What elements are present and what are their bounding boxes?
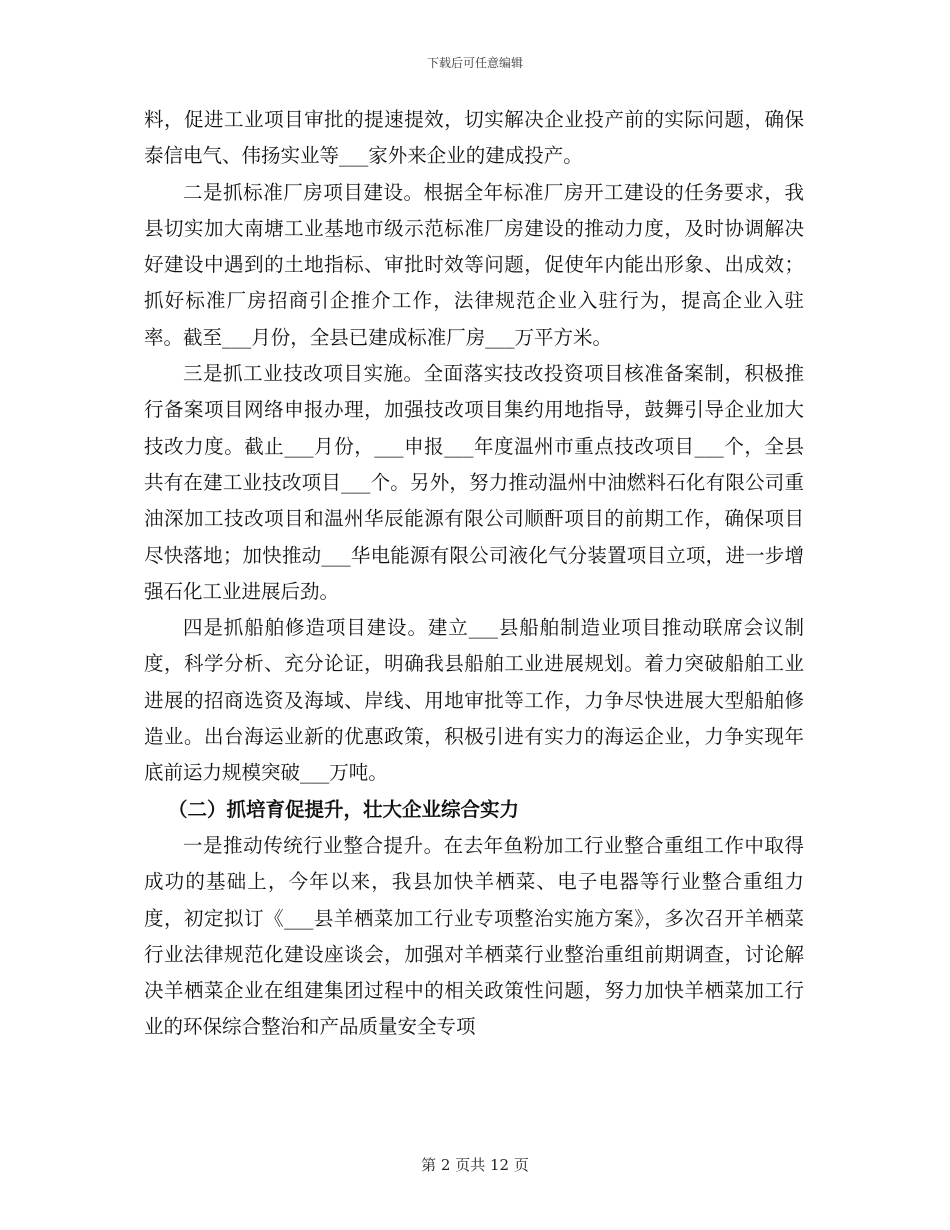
paragraph-industry-integration: 一是推动传统行业整合提升。在去年鱼粉加工行业整合重组工作中取得成功的基础上，今年以来，我县加快羊栖菜、电子电器等行业整合重组力度，初定拟订《___县羊栖菜加工行业专项整治实施方案》，多次召开羊栖菜行业法律规范化建设座谈会，加强对羊栖菜行业整治重组前期调查，讨论解决羊栖菜企业在组建集团过程中的相关政策性问题，努力加快羊栖菜加工行业的环保综合整治和产品质量安全专项	[144, 833, 804, 1039]
document-body	[144, 102, 804, 1046]
page-number: 第 2 页共 12 页	[421, 1156, 529, 1174]
paragraph-standard-factory: 二是抓标准厂房项目建设。根据全年标准厂房开工建设的任务要求，我县切实加大南塘工业基地市级示范标准厂房建设的推动力度，及时协调解决好建设中遇到的土地指标、审批时效等问题，促使年内能出形象、出成效；抓好标准厂房招商引企推介工作，法律规范企业入驻行为，提高企业入驻率。截至___月份，全县已建成标准厂房___万平方米。	[144, 180, 804, 349]
paragraph-tech-renovation: 三是抓工业技改项目实施。全面落实技改投资项目核准备案制，积极推行备案项目网络申报办理，加强技改项目集约用地指导，鼓舞引导企业加大技改力度。截止___月份，___申报___年度温州市重点技改项目___个，全县共有在建工业技改项目___个。另外，努力推动温州中油燃料石化有限公司重油深加工技改项目和温州华辰能源有限公司顺酐项目的前期工作，确保项目尽快落地；加快推动___华电能源有限公司液化气分装置项目立项，进一步增强石化工业进展后劲。	[144, 362, 804, 603]
paragraph-shipbuilding: 四是抓船舶修造项目建设。建立___县船舶制造业项目推动联席会议制度，科学分析、充分论证，明确我县船舶工业进展规划。着力突破船舶工业进展的招商选资及海域、岸线、用地审批等工作，力争尽快进展大型船舶修造业。出台海运业新的优惠政策，积极引进有实力的海运企业，力争实现年底前运力规模突破___万吨。	[144, 616, 804, 785]
paragraph-continuation: 料，促进工业项目审批的提速提效，切实解决企业投产前的实际问题，确保泰信电气、伟扬实业等___家外来企业的建成投产。	[144, 108, 804, 168]
section-heading: （二）抓培育促提升，壮大企业综合实力	[168, 797, 520, 821]
page-header: 下载后可任意编辑	[426, 56, 523, 70]
